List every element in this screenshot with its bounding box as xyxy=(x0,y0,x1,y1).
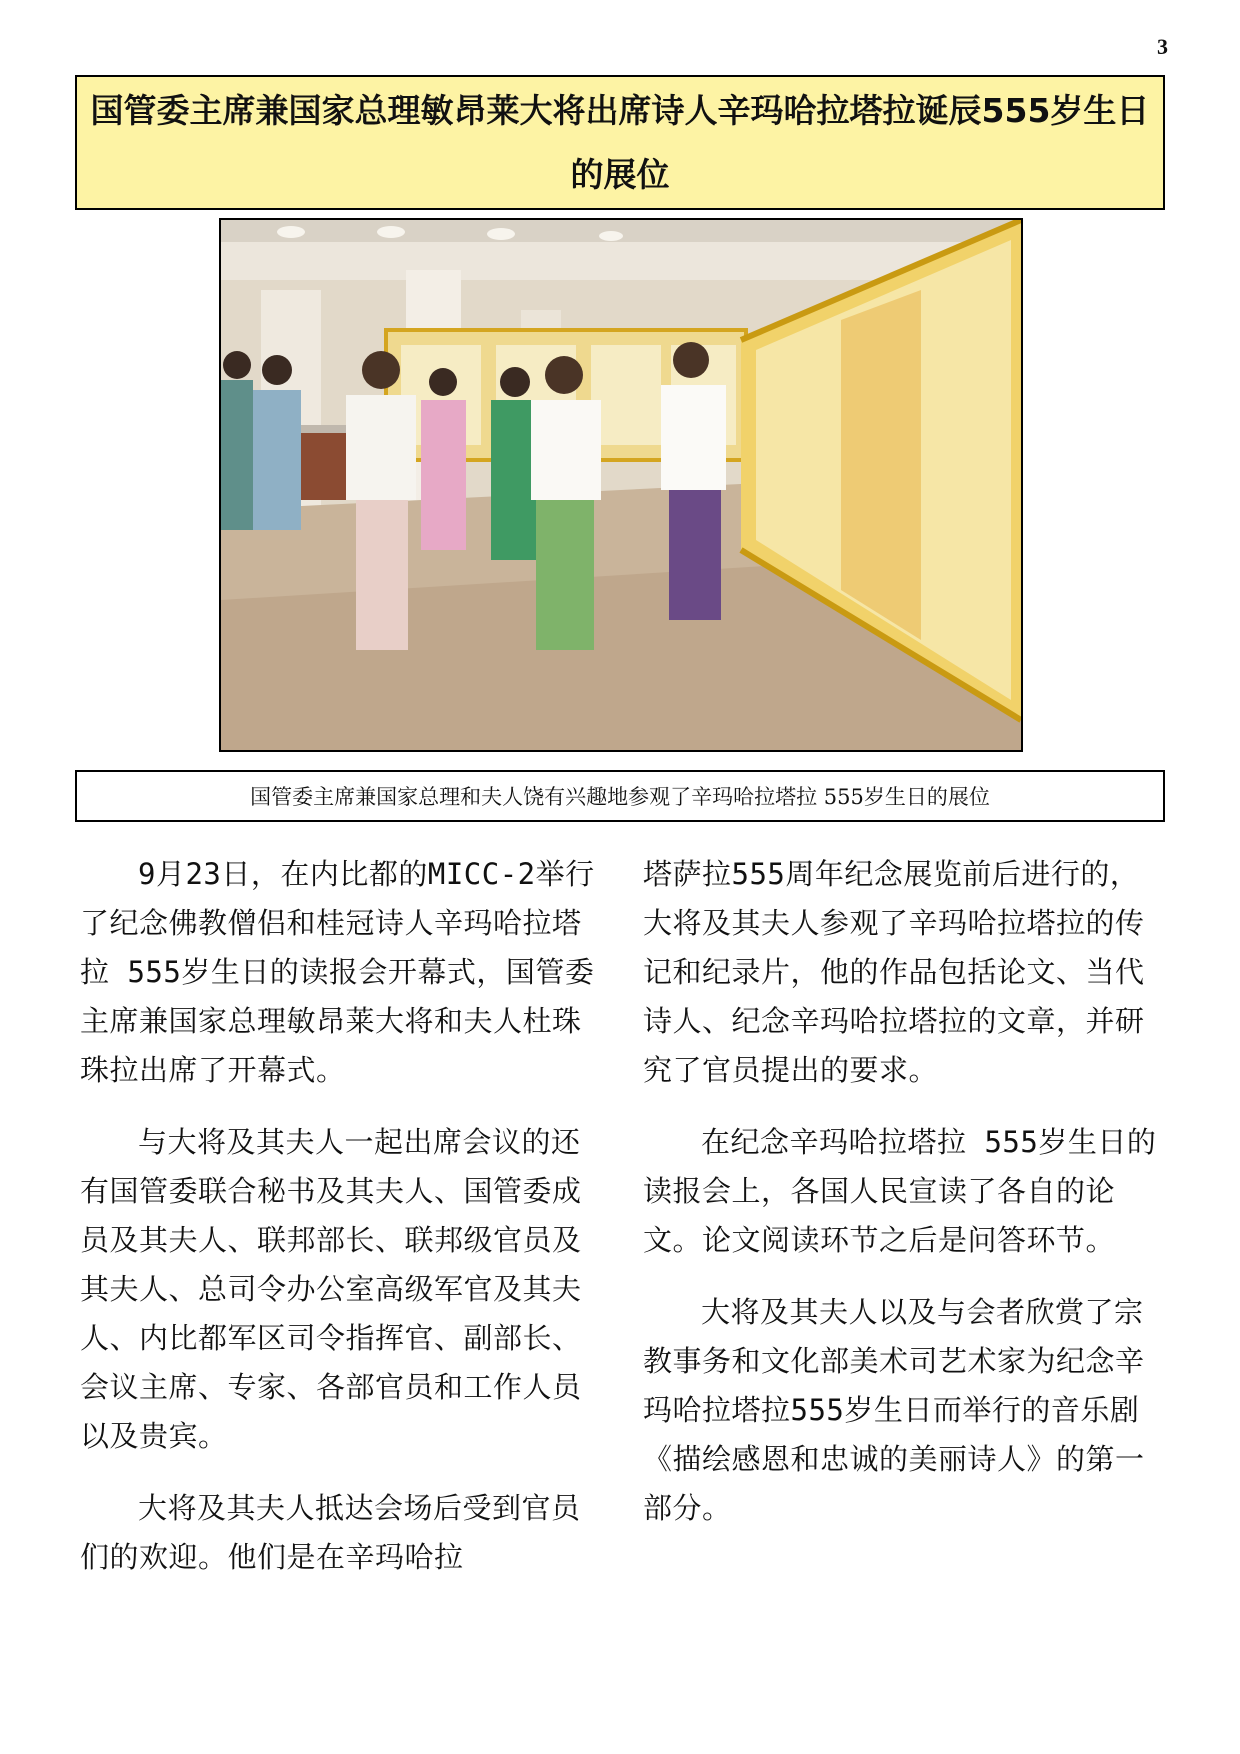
article-paragraph: 在纪念辛玛哈拉塔拉 555岁生日的读报会上，各国人民宣读了各自的论文。论文阅读环节之后是问答环节。 xyxy=(643,1125,1157,1257)
article-paragraph: 塔萨拉555周年纪念展览前后进行的，大将及其夫人参观了辛玛哈拉塔拉的传记和纪录片，他的作品包括论文、当代诗人、纪念辛玛哈拉塔拉的文章，并研究了官员提出的要求。 xyxy=(643,857,1145,1087)
news-photo xyxy=(219,218,1023,752)
article-paragraph: 9月23日，在内比都的MICC-2举行了纪念佛教僧侣和桂冠诗人辛玛哈拉塔拉 555岁生日的读报会开幕式，国管委主席兼国家总理敏昂莱大将和夫人杜珠珠拉出席了开幕式。 xyxy=(80,857,595,1087)
page-number: 3 xyxy=(1157,34,1168,59)
headline: 国管委主席兼国家总理敏昂莱大将出席诗人辛玛哈拉塔拉诞辰555岁生日的展位 xyxy=(90,90,1150,194)
caption-box xyxy=(75,770,1165,822)
article-paragraph: 与大将及其夫人一起出席会议的还有国管委联合秘书及其夫人、国管委成员及其夫人、联邦部长、联邦级官员及其夫人、总司令办公室高级军官及其夫人、内比都军区司令指挥官、副部长、会议主席、专家、各部官员和工作人员以及贵宾。 xyxy=(80,1125,582,1453)
article-right-column xyxy=(643,850,1163,1556)
article-left-column xyxy=(80,850,600,1605)
photo-caption: 国管委主席兼国家总理和夫人饶有兴趣地参观了辛玛哈拉塔拉 555岁生日的展位 xyxy=(250,785,990,809)
exhibition-photo-illustration xyxy=(221,220,1021,750)
article-paragraph: 大将及其夫人以及与会者欣赏了宗教事务和文化部美术司艺术家为纪念辛玛哈拉塔拉555岁生日而举行的音乐剧《描绘感恩和忠诚的美丽诗人》的第一部分。 xyxy=(643,1295,1145,1525)
article-paragraph: 大将及其夫人抵达会场后受到官员们的欢迎。他们是在辛玛哈拉 xyxy=(80,1491,581,1574)
headline-box xyxy=(75,75,1165,210)
